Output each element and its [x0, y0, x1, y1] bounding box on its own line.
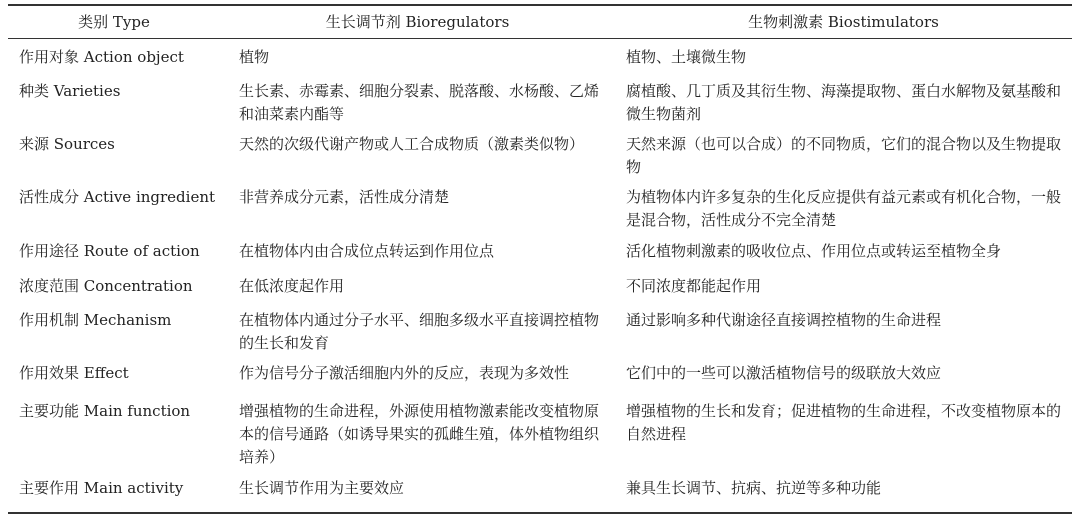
row-category: 作用途径 Route of action	[19, 242, 200, 260]
bioregulators-cell: 在植物体内由合成位点转运到作用位点	[239, 242, 495, 260]
row-category: 主要作用 Main activity	[19, 479, 184, 497]
biostimulators-cell: 它们中的一些可以激活植物信号的级联放大效应	[626, 364, 942, 382]
biostimulators-cell: 通过影响多种代谢途径直接调控植物的生命进程	[626, 311, 942, 329]
bioregulators-cell: 作为信号分子激活细胞内外的反应，表现为多效性	[239, 364, 570, 382]
biostimulators-cell: 为植物体内许多复杂的生化反应提供有益元素或有机化合物，一般是混合物，活性成分不完全清楚	[626, 188, 1062, 229]
row-category: 种类 Varieties	[19, 82, 121, 100]
bioregulators-cell: 天然的次级代谢产物或人工合成物质（激素类似物）	[239, 135, 585, 153]
row-category: 活性成分 Active ingredient	[19, 188, 216, 206]
table-row	[8, 38, 1072, 80]
bioregulators-cell: 生长调节作用为主要效应	[239, 479, 405, 497]
row-category: 作用效果 Effect	[19, 364, 129, 382]
table-bottom-rule	[8, 512, 1072, 514]
bioregulators-cell: 在低浓度起作用	[239, 277, 345, 295]
bioregulators-cell: 非营养成分元素，活性成分清楚	[239, 188, 450, 206]
table-row	[8, 275, 1072, 309]
header-type: 类别 Type	[78, 12, 150, 31]
table-row	[8, 477, 1072, 507]
header-biostimulators: 生物刺激素 Biostimulators	[748, 12, 939, 31]
row-category: 作用对象 Action object	[19, 48, 184, 66]
comparison-table	[8, 6, 1072, 507]
row-category: 主要功能 Main function	[19, 402, 191, 420]
bioregulators-cell: 增强植物的生命进程，外源使用植物激素能改变植物原本的信号通路（如诱导果实的孤雌生殖，体外植物组织培养）	[239, 402, 600, 466]
row-category: 作用机制 Mechanism	[19, 311, 172, 329]
biostimulators-cell: 增强植物的生长和发育；促进植物的生命进程，不改变植物原本的自然进程	[626, 402, 1062, 443]
biostimulators-cell: 腐植酸、几丁质及其衍生物、海藻提取物、蛋白水解物及氨基酸和微生物菌剂	[626, 82, 1062, 123]
bioregulators-cell: 生长素、赤霉素、细胞分裂素、脱落酸、水杨酸、乙烯和油菜素内酯等	[239, 82, 600, 123]
row-category: 来源 Sources	[19, 135, 115, 153]
biostimulators-cell: 天然来源（也可以合成）的不同物质，它们的混合物以及生物提取物	[626, 135, 1062, 176]
biostimulators-cell: 兼具生长调节、抗病、抗逆等多种功能	[626, 479, 882, 497]
table-row	[8, 186, 1072, 240]
bioregulators-cell: 植物	[239, 48, 270, 66]
bioregulators-cell: 在植物体内通过分子水平、细胞多级水平直接调控植物的生长和发育	[239, 311, 600, 352]
table-row	[8, 400, 1072, 477]
table-row	[8, 240, 1072, 275]
header-bioregulators: 生长调节剂 Bioregulators	[325, 12, 510, 31]
biostimulators-cell: 活化植物刺激素的吸收位点、作用位点或转运至植物全身	[626, 242, 1002, 260]
biostimulators-cell: 不同浓度都能起作用	[626, 277, 762, 295]
biostimulators-cell: 植物、土壤微生物	[626, 48, 747, 66]
table-row	[8, 133, 1072, 186]
table-row	[8, 309, 1072, 362]
row-category: 浓度范围 Concentration	[19, 277, 193, 295]
table-row	[8, 362, 1072, 400]
table-header-row	[8, 6, 1072, 38]
table-row	[8, 80, 1072, 133]
